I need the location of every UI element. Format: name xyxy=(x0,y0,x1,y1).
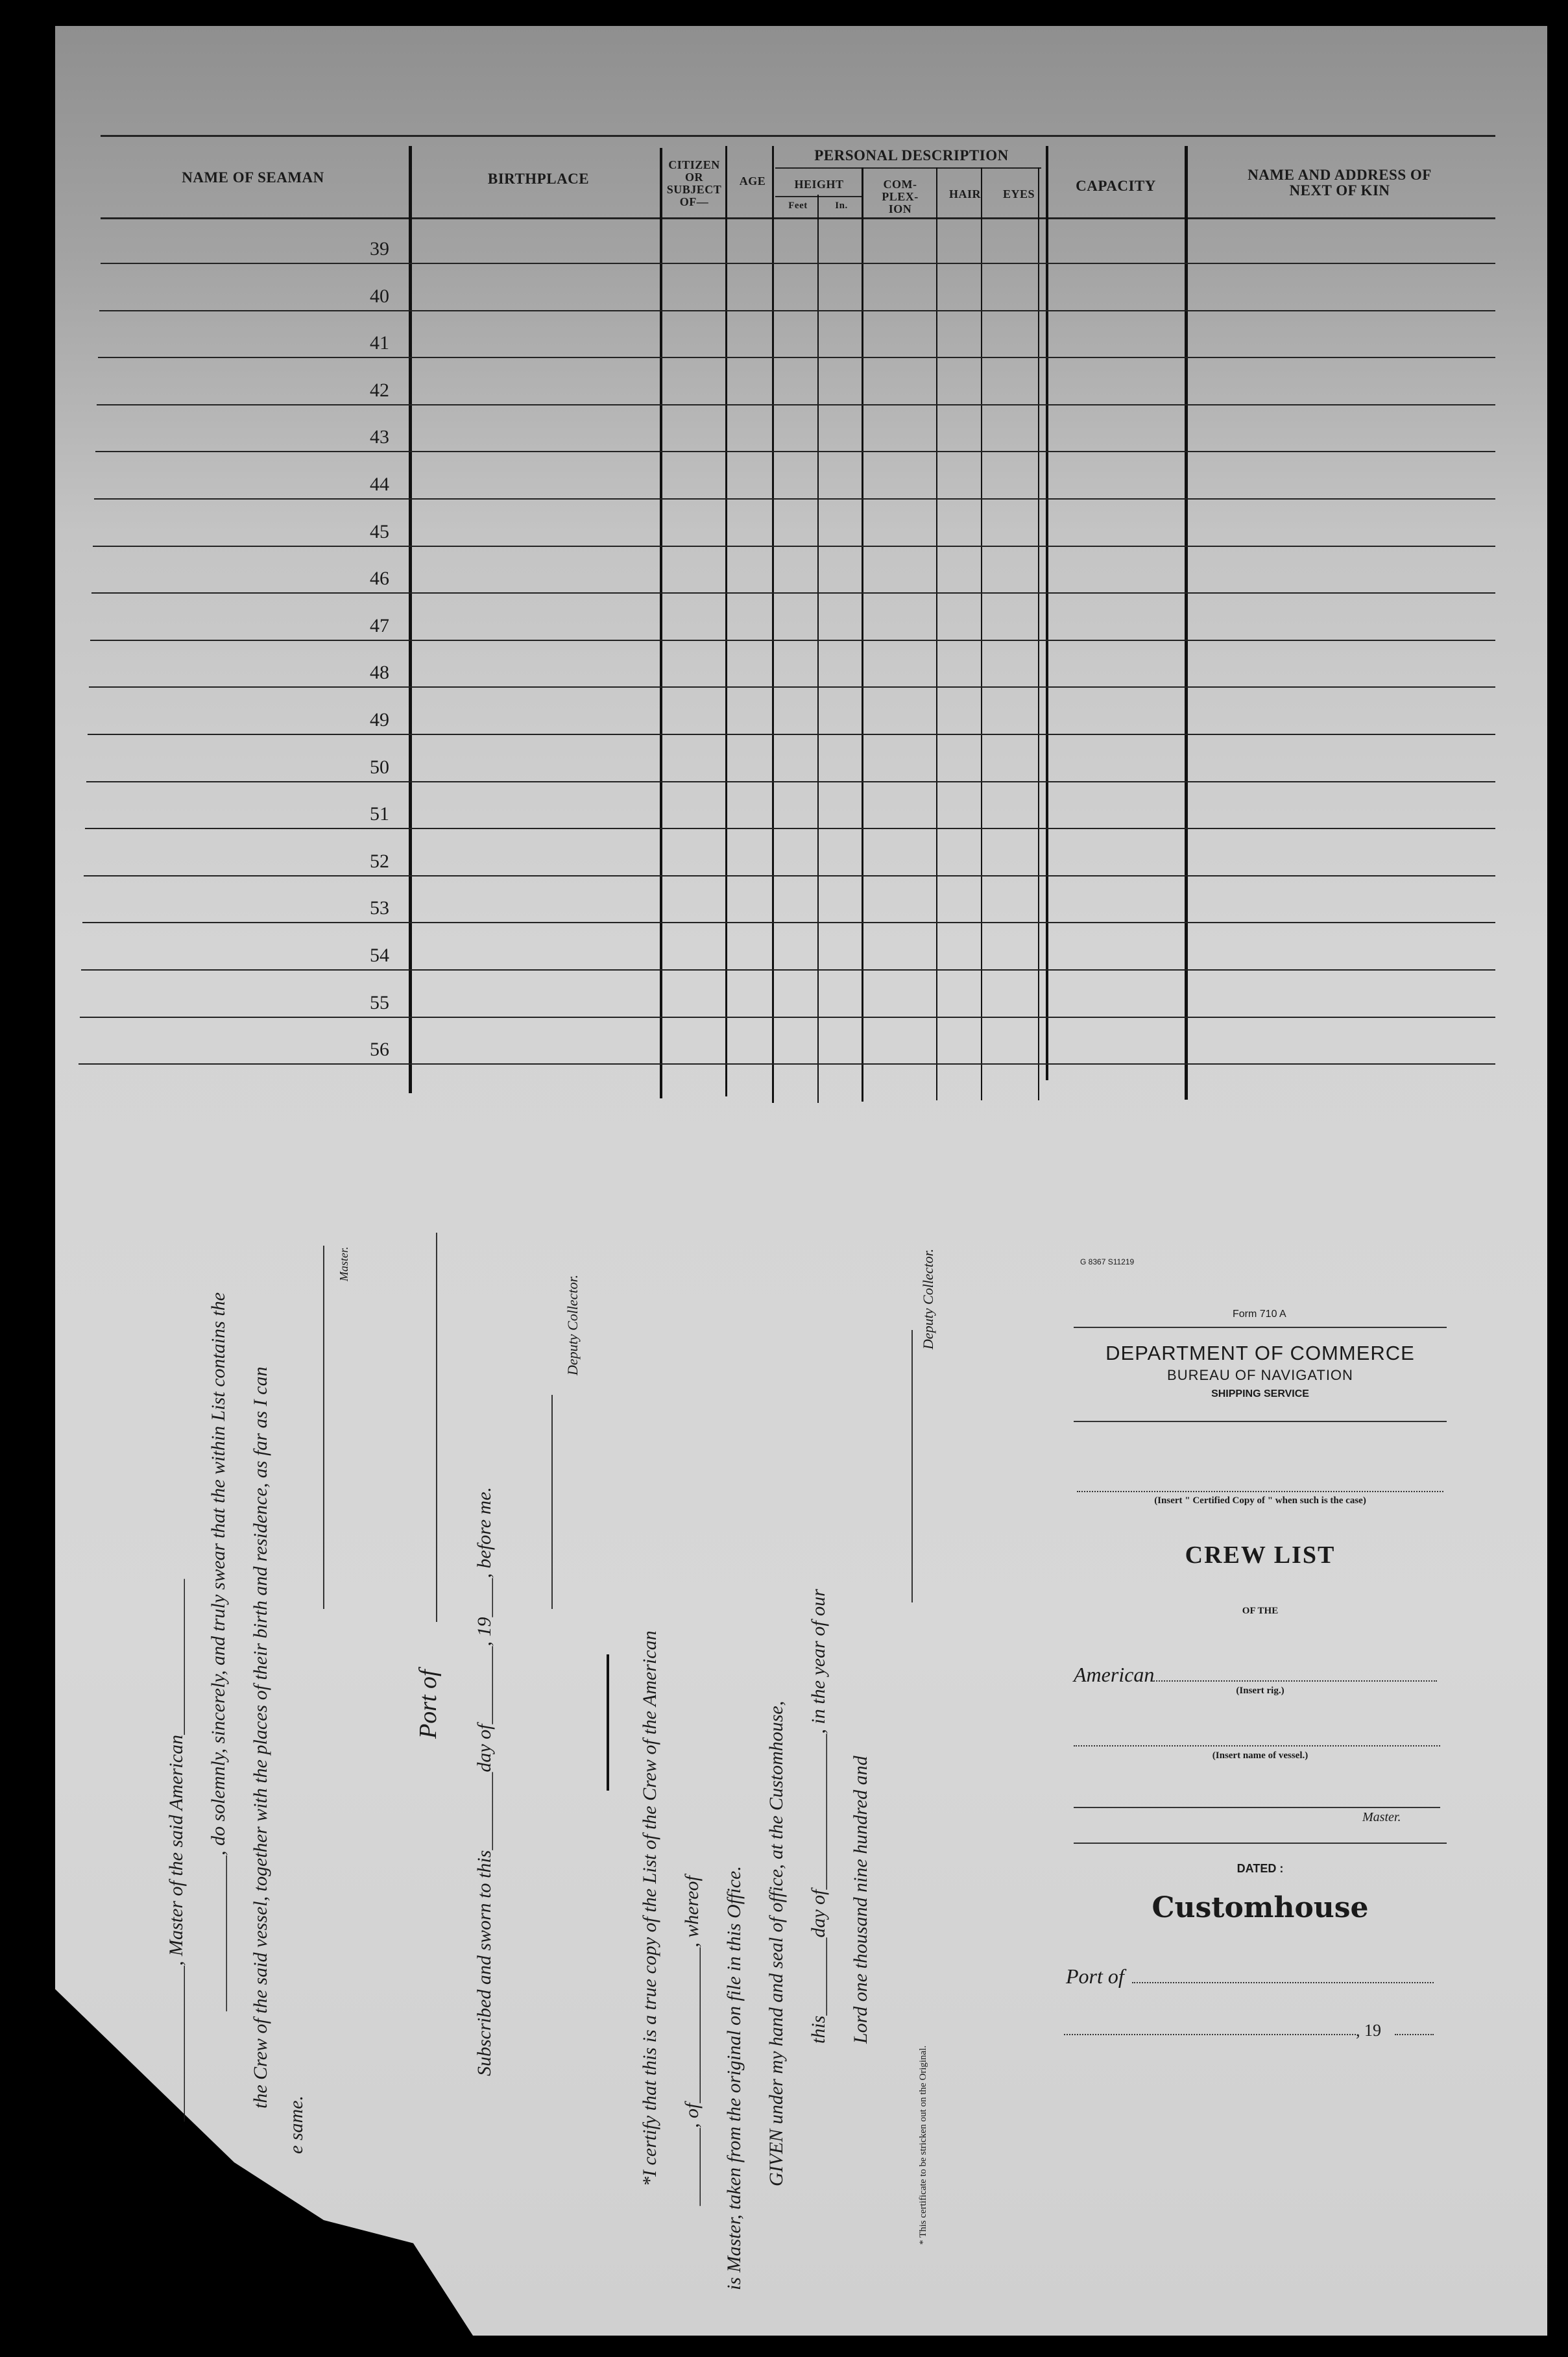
oath-collector-line xyxy=(551,1395,553,1609)
cert-line1: *I certify that this is a true copy of the List of the Crew of the American xyxy=(639,1630,660,2186)
complexion-line2: PLEX- xyxy=(882,189,919,203)
bureau-title: BUREAU OF NAVIGATION xyxy=(1167,1367,1353,1383)
citizen-line1: CITIZEN xyxy=(668,158,720,171)
print-code: G 8367 S11219 xyxy=(1080,1257,1135,1266)
col-divider-birthplace xyxy=(660,148,662,1098)
dated-label: DATED : xyxy=(1236,1862,1284,1875)
master-signature-line xyxy=(323,1246,324,1609)
table-row-line xyxy=(86,781,1495,782)
header-hair: HAIR xyxy=(948,187,981,200)
table-row-number: 40 xyxy=(370,285,389,307)
oath-line1: ________________, Master of the said American________________ xyxy=(165,1578,187,2121)
oath-line4: e same. xyxy=(285,2096,307,2154)
table-row-line xyxy=(101,263,1495,264)
header-birthplace: BIRTHPLACE xyxy=(487,171,590,187)
table-row-line xyxy=(94,498,1495,500)
col-divider-height xyxy=(862,167,863,1102)
header-bottom-border xyxy=(101,217,1495,219)
table-row-number: 54 xyxy=(370,945,389,966)
table-row-line xyxy=(89,686,1495,688)
header-complexion xyxy=(863,178,937,215)
port-of-label: Port of xyxy=(415,1669,442,1739)
col-divider-eyes xyxy=(1038,167,1039,1100)
table-row-number: 51 xyxy=(370,803,389,825)
year-prefix: , 19 xyxy=(1356,2021,1381,2040)
service-title: SHIPPING SERVICE xyxy=(1211,1388,1309,1399)
complexion-line1: COM- xyxy=(883,178,917,191)
table-row-number: 41 xyxy=(370,332,389,354)
table-top-border xyxy=(101,135,1495,137)
table-row-line xyxy=(99,310,1495,311)
col-divider-next-of-kin xyxy=(1185,146,1188,1100)
cert-footnote: * This certificate to be stricken out on the Original. xyxy=(918,2045,928,2245)
personal-desc-divider xyxy=(775,167,1041,169)
citizen-line2: OR xyxy=(685,170,703,184)
cover-port-of: Port of xyxy=(1066,1964,1124,1988)
header-citizen xyxy=(662,159,727,208)
header-personal-description: PERSONAL DESCRIPTION xyxy=(814,147,1009,163)
col-divider-age xyxy=(772,146,774,1103)
col-divider-hair xyxy=(981,167,982,1100)
table-row-number: 50 xyxy=(370,756,389,778)
table-row-line xyxy=(88,734,1495,735)
citizen-line3: SUBJECT xyxy=(666,182,722,196)
department-title: DEPARTMENT OF COMMERCE xyxy=(1105,1342,1415,1364)
header-inches: In. xyxy=(835,200,848,211)
cert-line4: GIVEN under my hand and seal of office, at the Customhouse, xyxy=(766,1700,787,2186)
table-row-line xyxy=(98,357,1495,358)
insert-certified-note: (Insert " Certified Copy of " when such is the case) xyxy=(1154,1495,1366,1506)
col-divider-name xyxy=(409,146,412,1093)
table-row-line xyxy=(78,1063,1495,1065)
table-row-number: 49 xyxy=(370,709,389,731)
vessel-name-line[interactable] xyxy=(1074,1745,1440,1747)
insert-name-note: (Insert name of vessel.) xyxy=(1212,1750,1309,1761)
year-line[interactable] xyxy=(1395,2034,1434,2035)
cover-master-label: Master. xyxy=(1362,1810,1401,1824)
header-height: HEIGHT xyxy=(794,178,844,191)
cert-line3: is Master, taken from the original on file in this Office. xyxy=(723,1866,745,2290)
insert-rig-note: (Insert rig.) xyxy=(1236,1686,1285,1696)
table-row-number: 42 xyxy=(370,380,389,401)
cover-port-line[interactable] xyxy=(1132,1982,1434,1983)
master-line[interactable] xyxy=(1074,1807,1440,1808)
col-divider-capacity xyxy=(1046,146,1048,1080)
cert-deputy-collector: Deputy Collector. xyxy=(920,1248,936,1349)
oath-deputy-collector: Deputy Collector. xyxy=(564,1274,581,1375)
table-row-number: 39 xyxy=(370,238,389,260)
table-row-line xyxy=(80,1017,1495,1018)
oath-master-label: Master. xyxy=(337,1246,350,1281)
table-row-number: 46 xyxy=(370,568,389,589)
cert-line5: this________day of________________, in the year of our xyxy=(808,1589,829,2044)
col-divider-feet xyxy=(817,195,819,1103)
complexion-line3: ION xyxy=(888,202,912,215)
table-row-number: 47 xyxy=(370,615,389,636)
table-row-line xyxy=(97,404,1495,405)
cover-rule-3 xyxy=(1074,1843,1447,1844)
height-divider xyxy=(775,196,863,197)
col-divider-complexion xyxy=(936,167,937,1100)
header-capacity: CAPACITY xyxy=(1076,178,1156,194)
header-name-of-seaman: NAME OF SEAMAN xyxy=(182,169,324,186)
port-of-line xyxy=(436,1233,437,1622)
col-divider-citizen xyxy=(725,146,727,1096)
section-divider xyxy=(607,1654,609,1791)
table-row-number: 48 xyxy=(370,662,389,683)
table-row-number: 55 xyxy=(370,992,389,1013)
table-row-line xyxy=(84,875,1495,876)
oath-line3: the Crew of the said vessel, together with the places of their birth and residence, as far as I can xyxy=(250,1366,271,2109)
crew-list-title: CREW LIST xyxy=(1185,1541,1336,1569)
table-row-line xyxy=(95,451,1495,452)
american-label: American xyxy=(1074,1663,1155,1686)
table-row-number: 44 xyxy=(370,474,389,495)
cert-line6: Lord one thousand nine hundred and xyxy=(850,1756,871,2044)
citizen-line4: OF— xyxy=(679,195,709,208)
header-age: AGE xyxy=(739,175,766,187)
table-row-line xyxy=(82,922,1495,923)
table-row-line xyxy=(91,592,1495,594)
table-row-line xyxy=(93,546,1495,547)
table-row-number: 53 xyxy=(370,897,389,919)
document-page xyxy=(55,26,1547,2336)
rig-line[interactable] xyxy=(1152,1680,1437,1682)
cert-line2: ________, of________________, whereof xyxy=(681,1876,703,2206)
table-row-line xyxy=(81,969,1495,971)
table-row-number: 56 xyxy=(370,1039,389,1060)
cover-rule-2 xyxy=(1074,1421,1447,1422)
header-feet: Feet xyxy=(788,200,808,211)
table-row-line xyxy=(85,828,1495,829)
table-row-number: 43 xyxy=(370,426,389,448)
header-eyes: EYES xyxy=(1002,187,1035,200)
next-of-kin-line2: NEXT OF KIN xyxy=(1289,182,1390,199)
subscribed-sworn: Subscribed and sworn to this________day of________, 19____, before me. xyxy=(474,1486,495,2076)
cover-date-line[interactable] xyxy=(1064,2034,1356,2035)
table-row-number: 45 xyxy=(370,521,389,542)
next-of-kin-line1: NAME AND ADDRESS OF xyxy=(1248,167,1432,183)
cover-rule-top xyxy=(1074,1327,1447,1328)
table-row-number: 52 xyxy=(370,851,389,872)
oath-line2: ________________, do solemnly, sincerely, and truly swear that the within List contains the xyxy=(208,1292,229,2011)
certified-copy-line xyxy=(1077,1491,1443,1492)
of-the-label: OF THE xyxy=(1242,1606,1279,1616)
customhouse-title: Customhouse xyxy=(1152,1891,1369,1924)
cert-signature-line xyxy=(911,1330,913,1602)
form-number: Form 710 A xyxy=(1233,1309,1286,1320)
header-next-of-kin xyxy=(1187,167,1492,199)
table-row-line xyxy=(90,640,1495,641)
